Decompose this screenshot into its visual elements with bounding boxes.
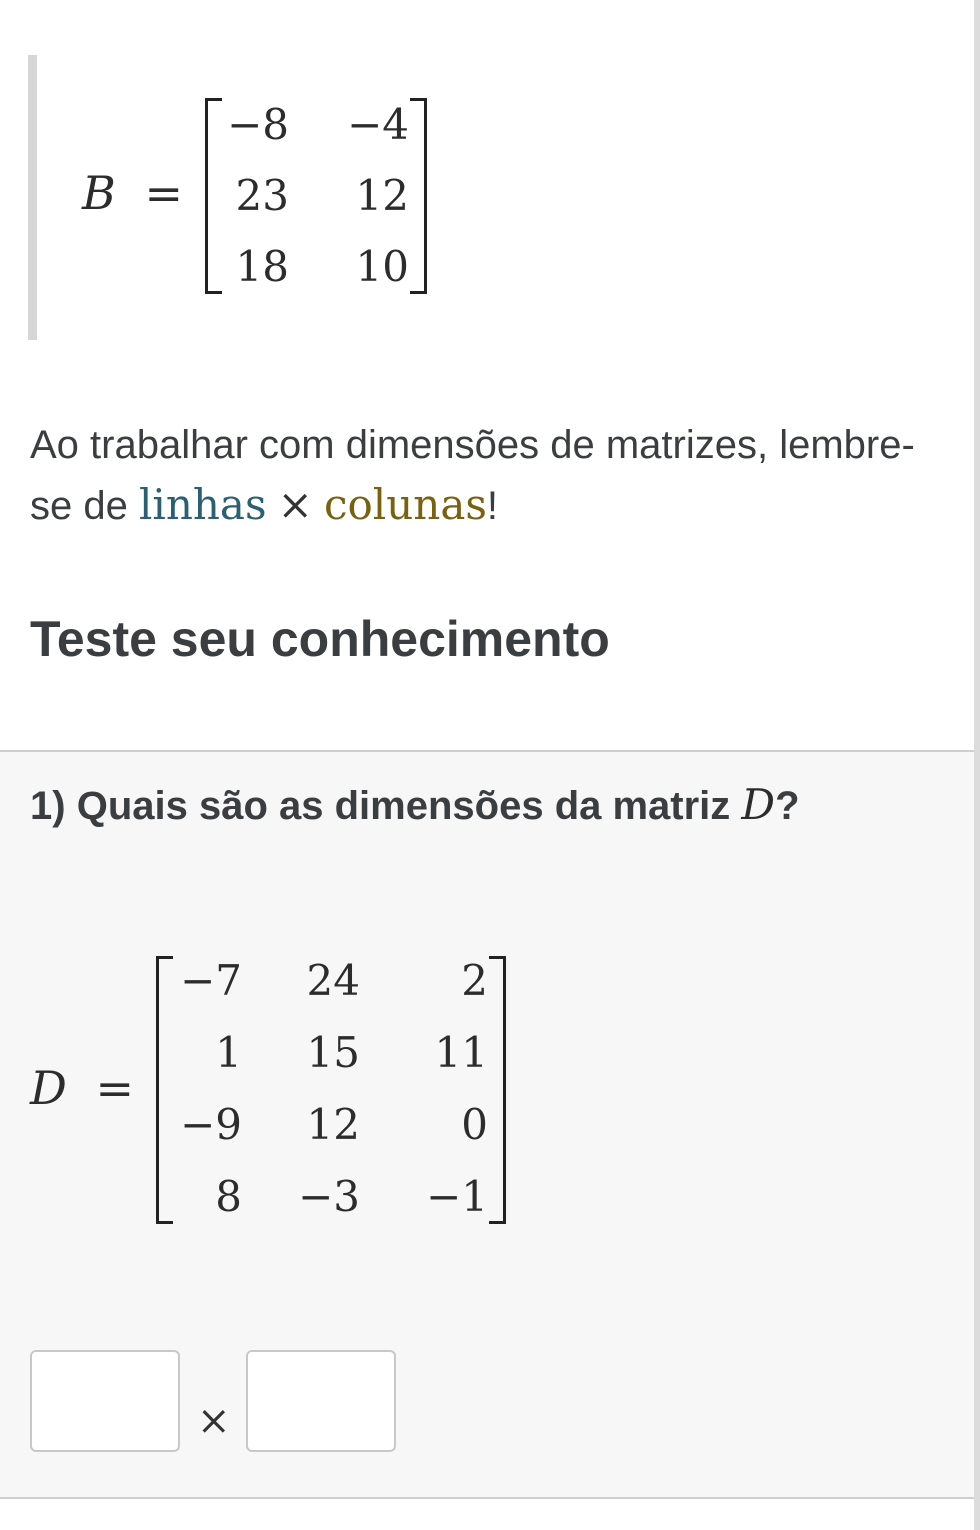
matrix-d-cell: 0 [461,1100,488,1149]
matrix-b-cell: −4 [347,100,409,149]
question-matrix-name: D [741,780,776,829]
matrix-d-label: D [30,1061,67,1115]
matrix-d-cell: 2 [461,956,488,1005]
matrix-d-right-bracket [489,956,506,1224]
matrix-d-cell: 15 [306,1028,360,1077]
matrix-b-left-bracket [205,98,222,294]
question-number: 1) [30,784,66,828]
matrix-d-cell: −3 [298,1172,360,1221]
matrix-d-left-bracket [156,956,173,1224]
matrix-d-cell: 12 [306,1100,360,1149]
quote-bar [28,55,37,340]
answer-times-symbol: × [197,1398,231,1444]
matrix-b-cell: 18 [235,242,289,291]
matrix-d-cell: 24 [306,956,360,1005]
matrix-d-cell: 11 [434,1028,488,1077]
dimension-hint [30,415,930,536]
question-prompt [30,780,800,829]
matrix-b-lhs [82,165,183,221]
question-text: Quais são as dimensões da matriz [76,784,742,828]
matrix-b-cell: 23 [235,171,289,220]
hint-suffix: ! [486,484,499,528]
matrix-b-label: B [82,166,116,220]
matrix-b-cell: 12 [355,171,409,220]
matrix-d-cell: −1 [426,1172,488,1221]
hint-text: Ao trabalhar com dimensões de matrizes, lembre-se de [30,423,915,528]
times-symbol: × [277,480,313,529]
question-mark: ? [775,784,800,828]
page-right-border [974,0,980,1530]
matrix-d-cell: 8 [215,1172,242,1221]
matrix-d [156,956,506,1224]
matrix-d-lhs [30,1060,134,1116]
section-title: Teste seu conhecimento [30,611,610,667]
columns-keyword: colunas [323,480,487,529]
matrix-d-cell: −7 [180,956,242,1005]
matrix-b-equals: = [144,166,183,220]
matrix-d-cell: −9 [180,1100,242,1149]
matrix-d-equals: = [95,1061,135,1115]
rows-keyword: linhas [138,480,267,529]
columns-answer-input[interactable] [246,1350,396,1452]
rows-answer-input[interactable] [30,1350,180,1452]
matrix-b-cell: 10 [355,242,409,291]
matrix-b [205,98,427,294]
matrix-d-cell: 1 [215,1028,242,1077]
matrix-b-right-bracket [410,98,427,294]
matrix-b-cell: −8 [227,100,289,149]
